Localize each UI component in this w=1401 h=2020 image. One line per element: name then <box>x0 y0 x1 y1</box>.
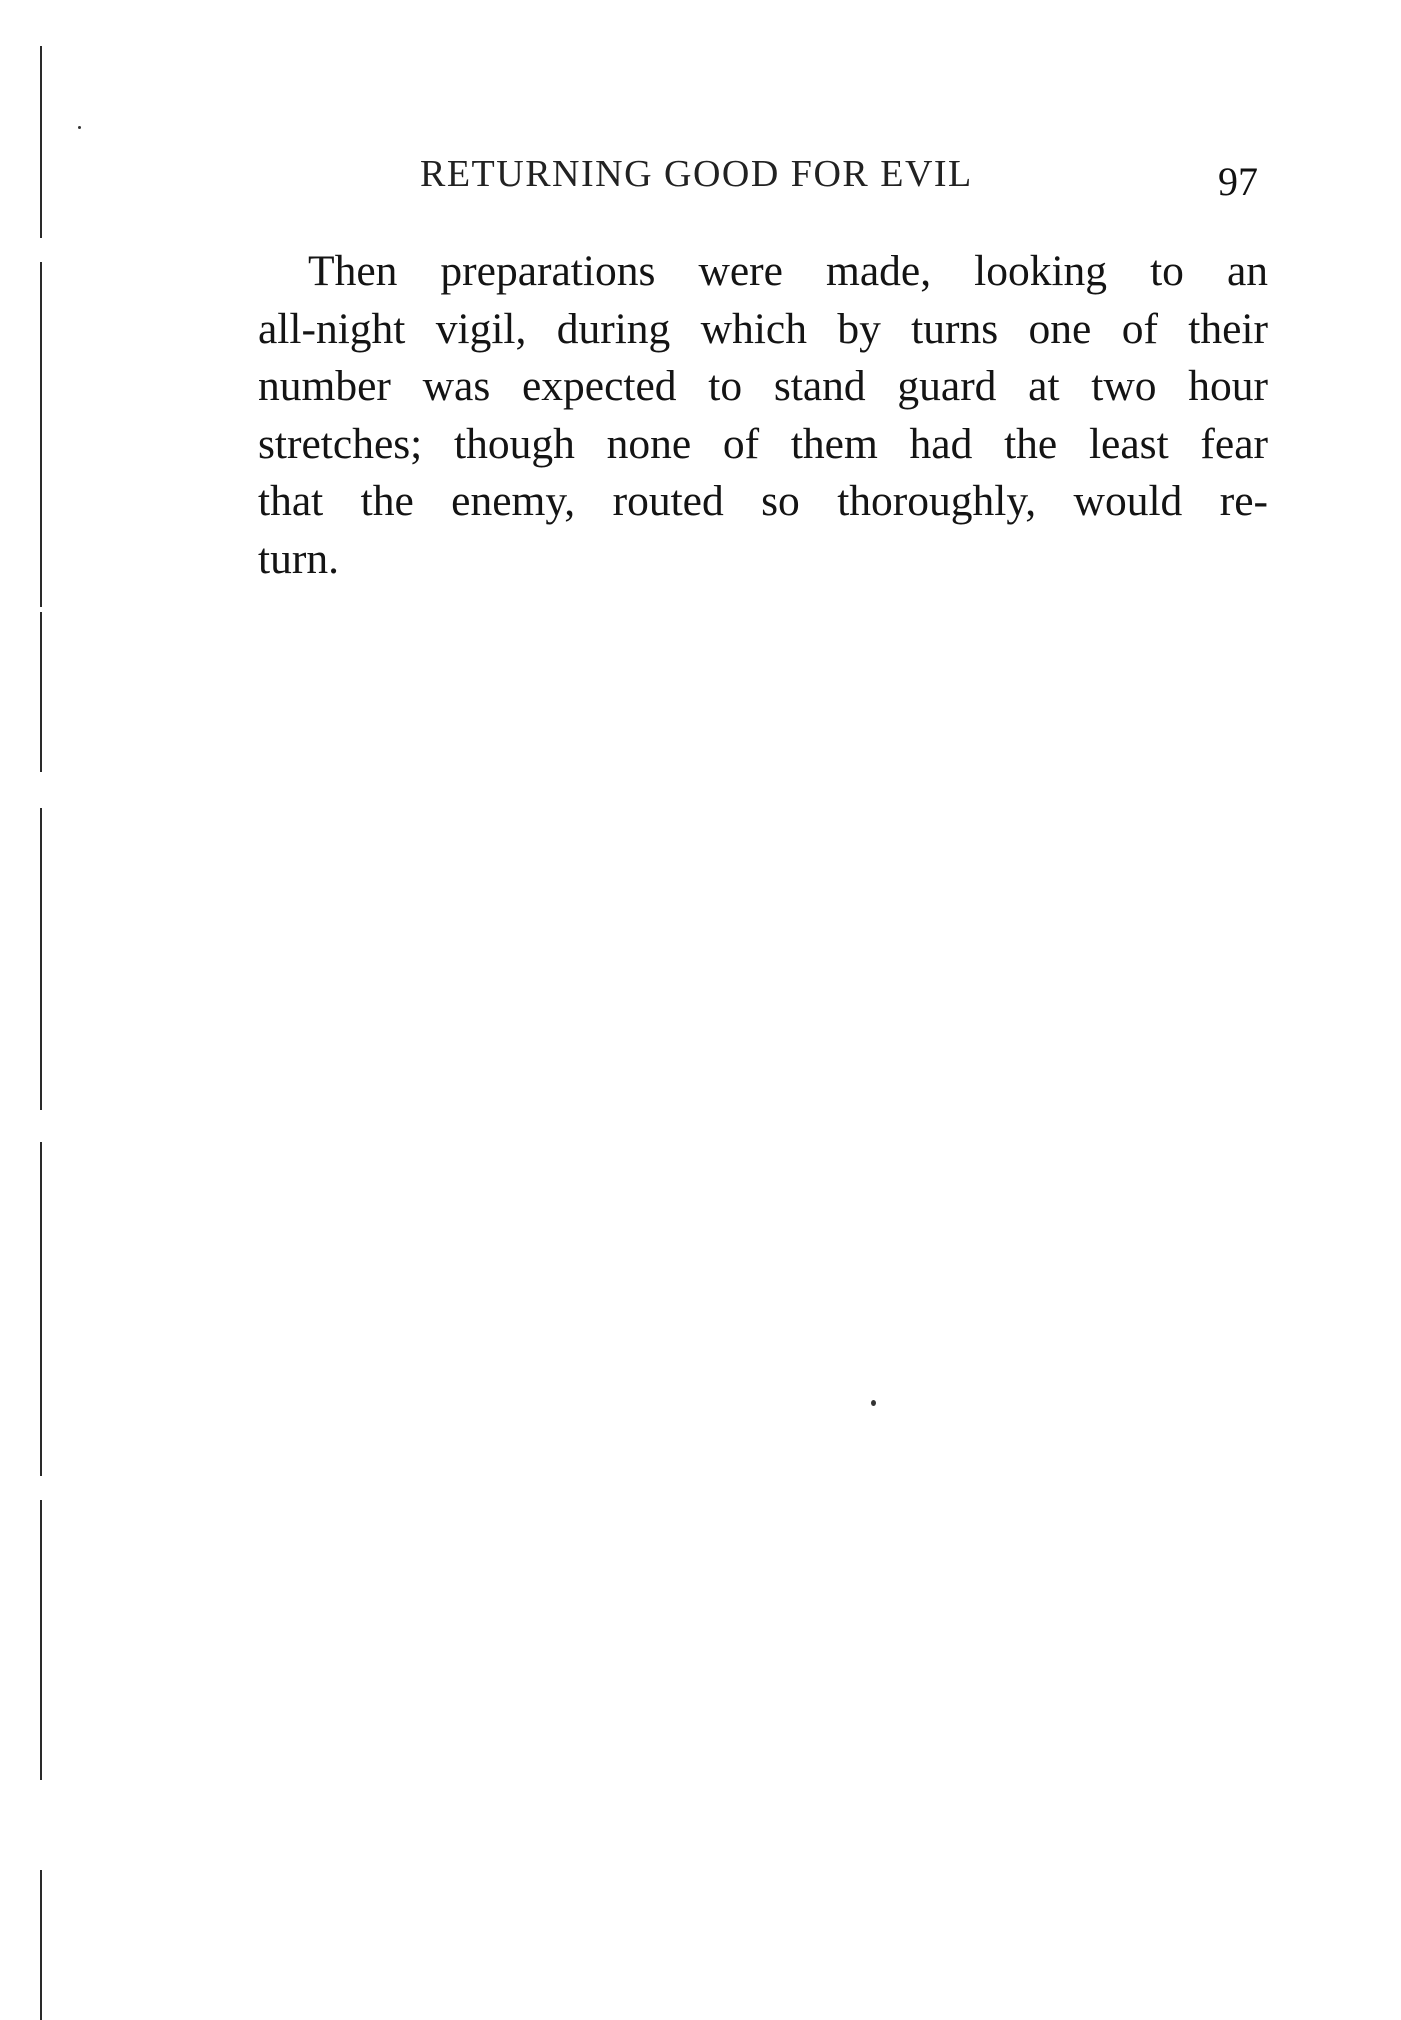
body-paragraph <box>258 243 1268 588</box>
text-line: turn. <box>258 534 339 583</box>
text-line: all-night vigil, during which by turns one of their <box>258 304 1268 353</box>
binding-edge-line <box>40 1142 42 1476</box>
ink-speck <box>78 126 81 129</box>
page-number: 97 <box>1218 159 1258 204</box>
ink-speck <box>871 1400 876 1406</box>
binding-edge-line <box>40 1500 42 1780</box>
running-head: RETURNING GOOD FOR EVIL <box>420 153 973 195</box>
binding-edge-line <box>40 612 42 772</box>
text-line: stretches; though none of them had the least fear <box>258 419 1268 468</box>
binding-edge-line <box>40 808 42 1110</box>
binding-edge-line <box>40 46 42 238</box>
binding-edge-line <box>40 262 42 607</box>
text-line: number was expected to stand guard at two hour <box>258 362 1268 410</box>
text-line: Then preparations were made, looking to an <box>308 247 1268 295</box>
binding-edge-line <box>40 1870 42 2020</box>
text-line: that the enemy, routed so thoroughly, would re- <box>258 477 1268 525</box>
